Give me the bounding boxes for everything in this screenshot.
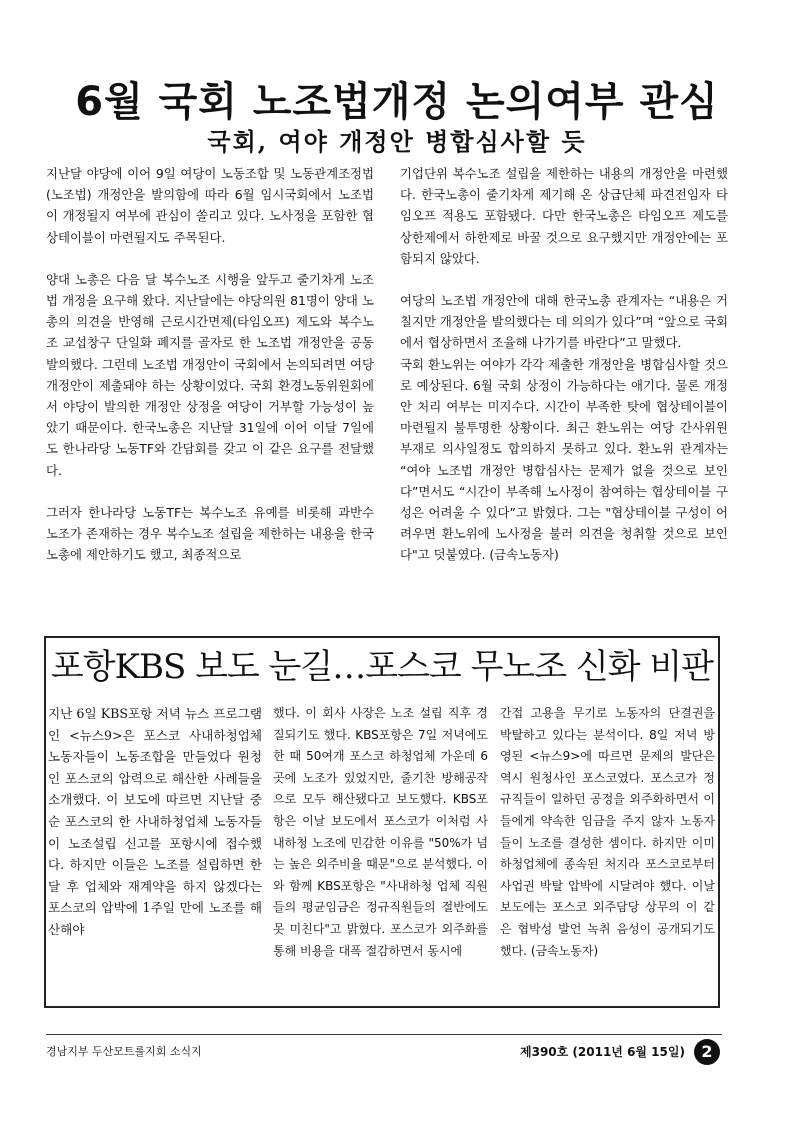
box-paragraph: 지난 6일 KBS포항 저녁 뉴스 프로그램인 <뉴스9>은 포스코 사내하청업체 노동자들이 노동조합을 만들었다 원청인 포스코의 압력으로 해산한 사례들을 소개했다. 이 보도에 따르면 지난달 중순 포스코의 한 사내하청업체 노동자들이 노조설립 신고를 포항시에 접수했다. 하지만 이들은 노조를 설립하면 한 달 후 업체와 재계약을 하지 않겠다는 포스코의 압박에 1주일 만에 노조를 해산해야	[48, 706, 262, 937]
article-paragraph: 그러자 한나라당 노동TF는 복수노조 유예를 비롯해 과반수 노조가 존재하는 경우 복수노조 설립을 제한하는 내용을 한국노총에 제안하기도 했고, 최종적으로	[46, 504, 374, 563]
box-column-1	[48, 703, 262, 941]
article-paragraph: 지난달 야당에 이어 9일 여당이 노동조합 및 노동관계조정법(노조법) 개정안을 발의함에 따라 6월 임시국회에서 노조법이 개정될지 여부에 관심이 쏠리고 있다. 노사정을 포함한 협상테이블이 마련될지도 주목된다.	[46, 166, 374, 245]
article-subheadline: 국회, 여야 개정안 병합심사할 듯	[207, 127, 587, 156]
footer-divider	[46, 1034, 722, 1035]
box-column-2	[273, 703, 488, 962]
footer-issue: 제390호 (2011년 6월 15일)	[520, 1045, 685, 1059]
article-left-column	[46, 163, 374, 565]
footer-publication: 경남지부 두산모트롤지회 소식지	[46, 1045, 202, 1058]
article-paragraph: 여당의 노조법 개정안에 대해 한국노총 관계자는 “내용은 거칠지만 개정안을 발의했다는 데 의의가 있다”며 “앞으로 국회에서 협상하면서 조율해 나가기를 바란다”고 말했다.	[400, 293, 728, 351]
article-paragraph: 국회 환노위는 여야가 각각 제출한 개정안을 병합심사할 것으로 예상된다. 6월 국회 상정이 가능하다는 애기다. 물론 개정안 처리 여부는 미지수다. 시간이 부족한 탓에 협상테이블이 마련될지 불투명한 상황이다. 최근 환노위는 여당 간사위원 부재로 의사일정도 합의하지 못하고 있다. 환노위 관계자는 “여야 노조법 개정안 병합심사는 문제가 없을 것으로 보인다”면서도 “시간이 부족해 노사정이 참여하는 협상테이블 구성은 어려울 수 있다”고 밝혔다. 그는 "협상테이블 구성이 어려우면 환노위에 노사정을 불러 의견을 청취할 것으로 보인다"고 덧붙였다. (금속노동자)	[400, 356, 728, 563]
box-paragraph: 간접 고용을 무기로 노동자의 단결권을 박탈하고 있다는 분석이다. 8일 저녁 방영된 <뉴스9>에 따르면 문제의 발단은 역시 원청사인 포스코였다. 포스코가 정규직들이 일하던 공정을 외주화하면서 이들에게 약속한 임금을 주지 않자 노동자들이 노조를 결성한 셈이다. 하지만 이미 하청업체에 종속된 처지라 포스코로부터 사업권 박탈 압박에 시달려야 했다. 이날 보도에는 포스코 외주담당 상무의 이 같은 협박성 발언 녹취 음성이 공개되기도 했다. (금속노동자)	[500, 706, 715, 958]
box-paragraph: 했다. 이 회사 사장은 노조 설립 직후 경질되기도 했다. KBS포항은 7일 저녁에도 한 때 50여개 포스코 하청업체 가운데 6곳에 노조가 있었지만, 줄기찬 방해공작으로 모두 해산됐다고 보도했다. KBS포항은 이날 보도에서 포스코가 이처럼 사내하청 노조에 민감한 이유를 "50%가 넘는 높은 외주비율 때문"으로 분석했다. 이와 함께 KBS포항은 "사내하청 업체 직원들의 평균임금은 정규직원들의 절반에도 못 미친다"고 밝혔다. 포스코가 외주화를 통해 비용을 대폭 절감하면서 동시에	[273, 706, 488, 958]
article-headline: 6월 국회 노조법개정 논의여부 관심	[75, 79, 719, 125]
article-paragraph: 양대 노총은 다음 달 복수노조 시행을 앞두고 줄기차게 노조법 개정을 요구해 왔다. 지난달에는 야당의원 81명이 양대 노총의 의견을 반영해 근로시간면제(타임오프) 제도와 복수노조 교섭창구 단일화 폐지를 골자로 한 노조법 개정안을 공동발의했다. 그런데 노조법 개정안이 국회에서 논의되려면 여당 개정안이 제출돼야 하는 상황이었다. 국회 환경노동위원회에서 야당이 발의한 개정안 상정을 여당이 거부할 가능성이 높았기 때문이다. 한국노총은 지난달 31일에 이어 이달 7일에도 한나라당 노동TF와 간담회를 갖고 이 같은 요구를 전달했다.	[46, 271, 374, 478]
box-title: 포항KBS 보도 눈길…포스코 무노조 신화 비판	[50, 647, 714, 687]
article-right-column	[400, 163, 728, 566]
box-column-3	[500, 703, 715, 962]
page-number: 2	[694, 1039, 720, 1065]
article-paragraph: 기업단위 복수노조 설립을 제한하는 내용의 개정안을 마련했다. 한국노총이 줄기차게 제기해 온 상급단체 파견전임자 타임오프 적용도 포함됐다. 다만 한국노총은 타임오프 제도를 상한제에서 하한제로 바꿀 것으로 요구했지만 개정안에는 포함되지 않았다.	[400, 166, 728, 266]
